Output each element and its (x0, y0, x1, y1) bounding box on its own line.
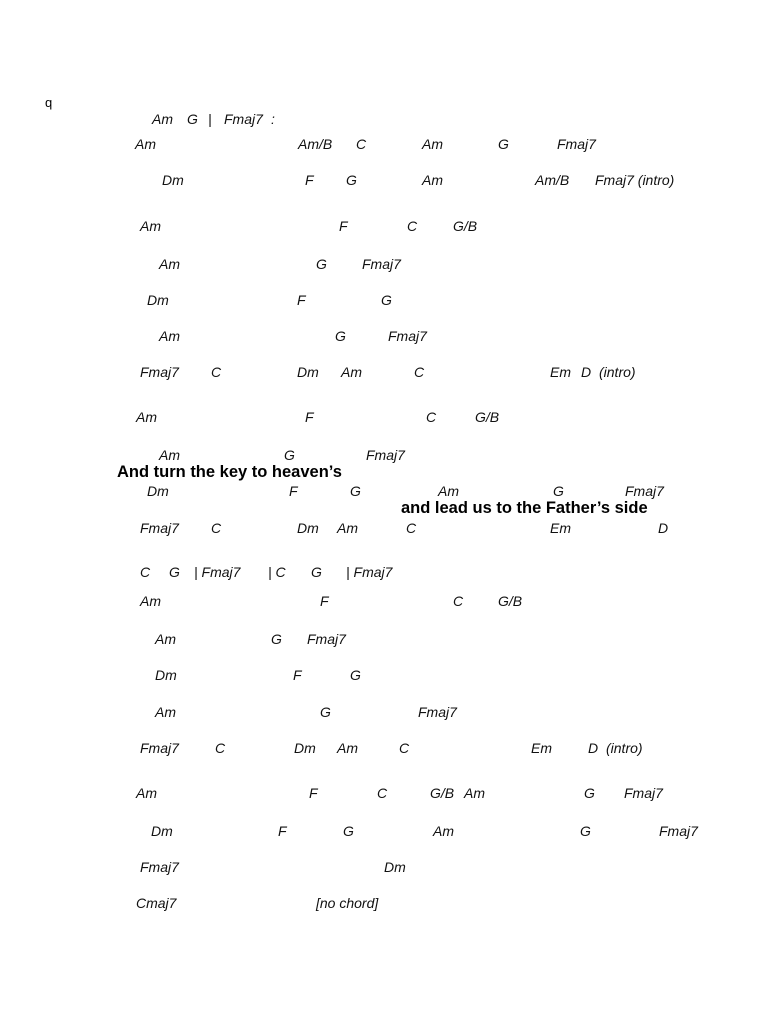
chord: Fmaj7 (224, 111, 263, 127)
chord: Em (550, 364, 571, 380)
chord: C (399, 740, 410, 756)
chord: Fmaj7 (557, 136, 596, 152)
chord-line (0, 822, 768, 840)
chord: Fmaj7 (intro) (595, 172, 675, 188)
chord: Am (155, 631, 176, 647)
chord: | Fmaj7 (346, 564, 393, 580)
chord: C (414, 364, 425, 380)
chord-line (0, 217, 768, 235)
chord: Am/B (298, 136, 333, 152)
chord-line (0, 739, 768, 757)
chord: Dm (384, 859, 406, 875)
chord-line (0, 135, 768, 153)
chord: G/B (453, 218, 478, 234)
chord: G (350, 667, 361, 683)
chord: F (339, 218, 348, 234)
chord: C (356, 136, 367, 152)
chord: C (406, 520, 417, 536)
chord: Am/B (535, 172, 570, 188)
chord: F (320, 593, 329, 609)
chord: G (271, 631, 282, 647)
stray-mark: q (45, 95, 53, 110)
chord: G (284, 447, 295, 463)
chord: Am (422, 136, 443, 152)
chord: F (309, 785, 318, 801)
chord: Dm (147, 292, 169, 308)
chord-line (0, 563, 768, 581)
chord: Dm (297, 520, 319, 536)
chord-line (0, 482, 768, 500)
chord: C (211, 364, 222, 380)
chord: Fmaj7 (366, 447, 405, 463)
intro-pattern-line (0, 110, 768, 128)
chord: Fmaj7 (307, 631, 346, 647)
chord: Fmaj7 (625, 483, 664, 499)
chord: G (580, 823, 591, 839)
chord: Dm (294, 740, 316, 756)
chord: F (278, 823, 287, 839)
chord: C (377, 785, 388, 801)
chord: Fmaj7 (140, 740, 179, 756)
chord: G (335, 328, 346, 344)
chord: C (453, 593, 464, 609)
chord: Am (337, 740, 358, 756)
chord: Am (136, 785, 157, 801)
chord-line (0, 171, 768, 189)
chord: Cmaj7 (136, 895, 177, 911)
chord: F (293, 667, 302, 683)
chord: Am (155, 704, 176, 720)
chord: Am (341, 364, 362, 380)
chord: G (320, 704, 331, 720)
chord-line (0, 519, 768, 537)
chord: C (140, 564, 151, 580)
chord: | Fmaj7 (194, 564, 241, 580)
chord: F (297, 292, 306, 308)
chord: G (584, 785, 595, 801)
section-note: (intro) (599, 364, 636, 380)
chord: C (215, 740, 226, 756)
chord: Am (159, 447, 180, 463)
chord: F (305, 172, 314, 188)
chord-line (0, 255, 768, 273)
chord: Dm (155, 667, 177, 683)
chord: Am (433, 823, 454, 839)
chord: G/B (498, 593, 523, 609)
chord: Fmaj7 (418, 704, 457, 720)
chord-line (0, 408, 768, 426)
chord-line (0, 327, 768, 345)
chord: Dm (162, 172, 184, 188)
chord: Am (152, 111, 173, 127)
chord: G (381, 292, 392, 308)
lyric-line: And turn the key to heaven’s (117, 463, 342, 481)
chord-line (0, 666, 768, 684)
chord: | C (268, 564, 286, 580)
bar-separator: | (208, 111, 212, 127)
chord: Am (159, 328, 180, 344)
chord: G (346, 172, 357, 188)
chord: C (426, 409, 437, 425)
chord: Am (140, 593, 161, 609)
chord-line (0, 784, 768, 802)
chord: G (187, 111, 198, 127)
chord: Em (531, 740, 552, 756)
chord-line (0, 630, 768, 648)
chord: Fmaj7 (388, 328, 427, 344)
chord: F (289, 483, 298, 499)
chord-line (0, 291, 768, 309)
chord: G (169, 564, 180, 580)
repeat-marker: : (271, 111, 275, 127)
chord: D (588, 740, 599, 756)
chord: Fmaj7 (140, 859, 179, 875)
lyric-line: and lead us to the Father’s side (401, 499, 648, 517)
chord: G (553, 483, 564, 499)
chord: G/B (475, 409, 500, 425)
chord-line (0, 858, 768, 876)
chord: G (343, 823, 354, 839)
chord: Em (550, 520, 571, 536)
chord: Am (464, 785, 485, 801)
chord: Am (136, 409, 157, 425)
chord: C (407, 218, 418, 234)
chord: G (350, 483, 361, 499)
chord: Fmaj7 (362, 256, 401, 272)
chord: Fmaj7 (140, 364, 179, 380)
chord: G/B (430, 785, 455, 801)
chord: Dm (151, 823, 173, 839)
section-note: (intro) (606, 740, 643, 756)
chord: G (316, 256, 327, 272)
chord: Am (135, 136, 156, 152)
chord: Am (422, 172, 443, 188)
chord-line (0, 894, 768, 912)
chord: Am (140, 218, 161, 234)
chord: G (498, 136, 509, 152)
chord: C (211, 520, 222, 536)
chord: Dm (147, 483, 169, 499)
chord: Am (438, 483, 459, 499)
chord: Fmaj7 (140, 520, 179, 536)
chord-line (0, 363, 768, 381)
chord: Dm (297, 364, 319, 380)
chord: D (658, 520, 669, 536)
chord: Am (159, 256, 180, 272)
chord: D (581, 364, 592, 380)
no-chord-note: [no chord] (316, 895, 379, 911)
chord-line (0, 446, 768, 464)
chord: F (305, 409, 314, 425)
chord-line (0, 703, 768, 721)
chord: G (311, 564, 322, 580)
chord: Fmaj7 (624, 785, 663, 801)
chord: Fmaj7 (659, 823, 698, 839)
chord: Am (337, 520, 358, 536)
chord-line (0, 592, 768, 610)
